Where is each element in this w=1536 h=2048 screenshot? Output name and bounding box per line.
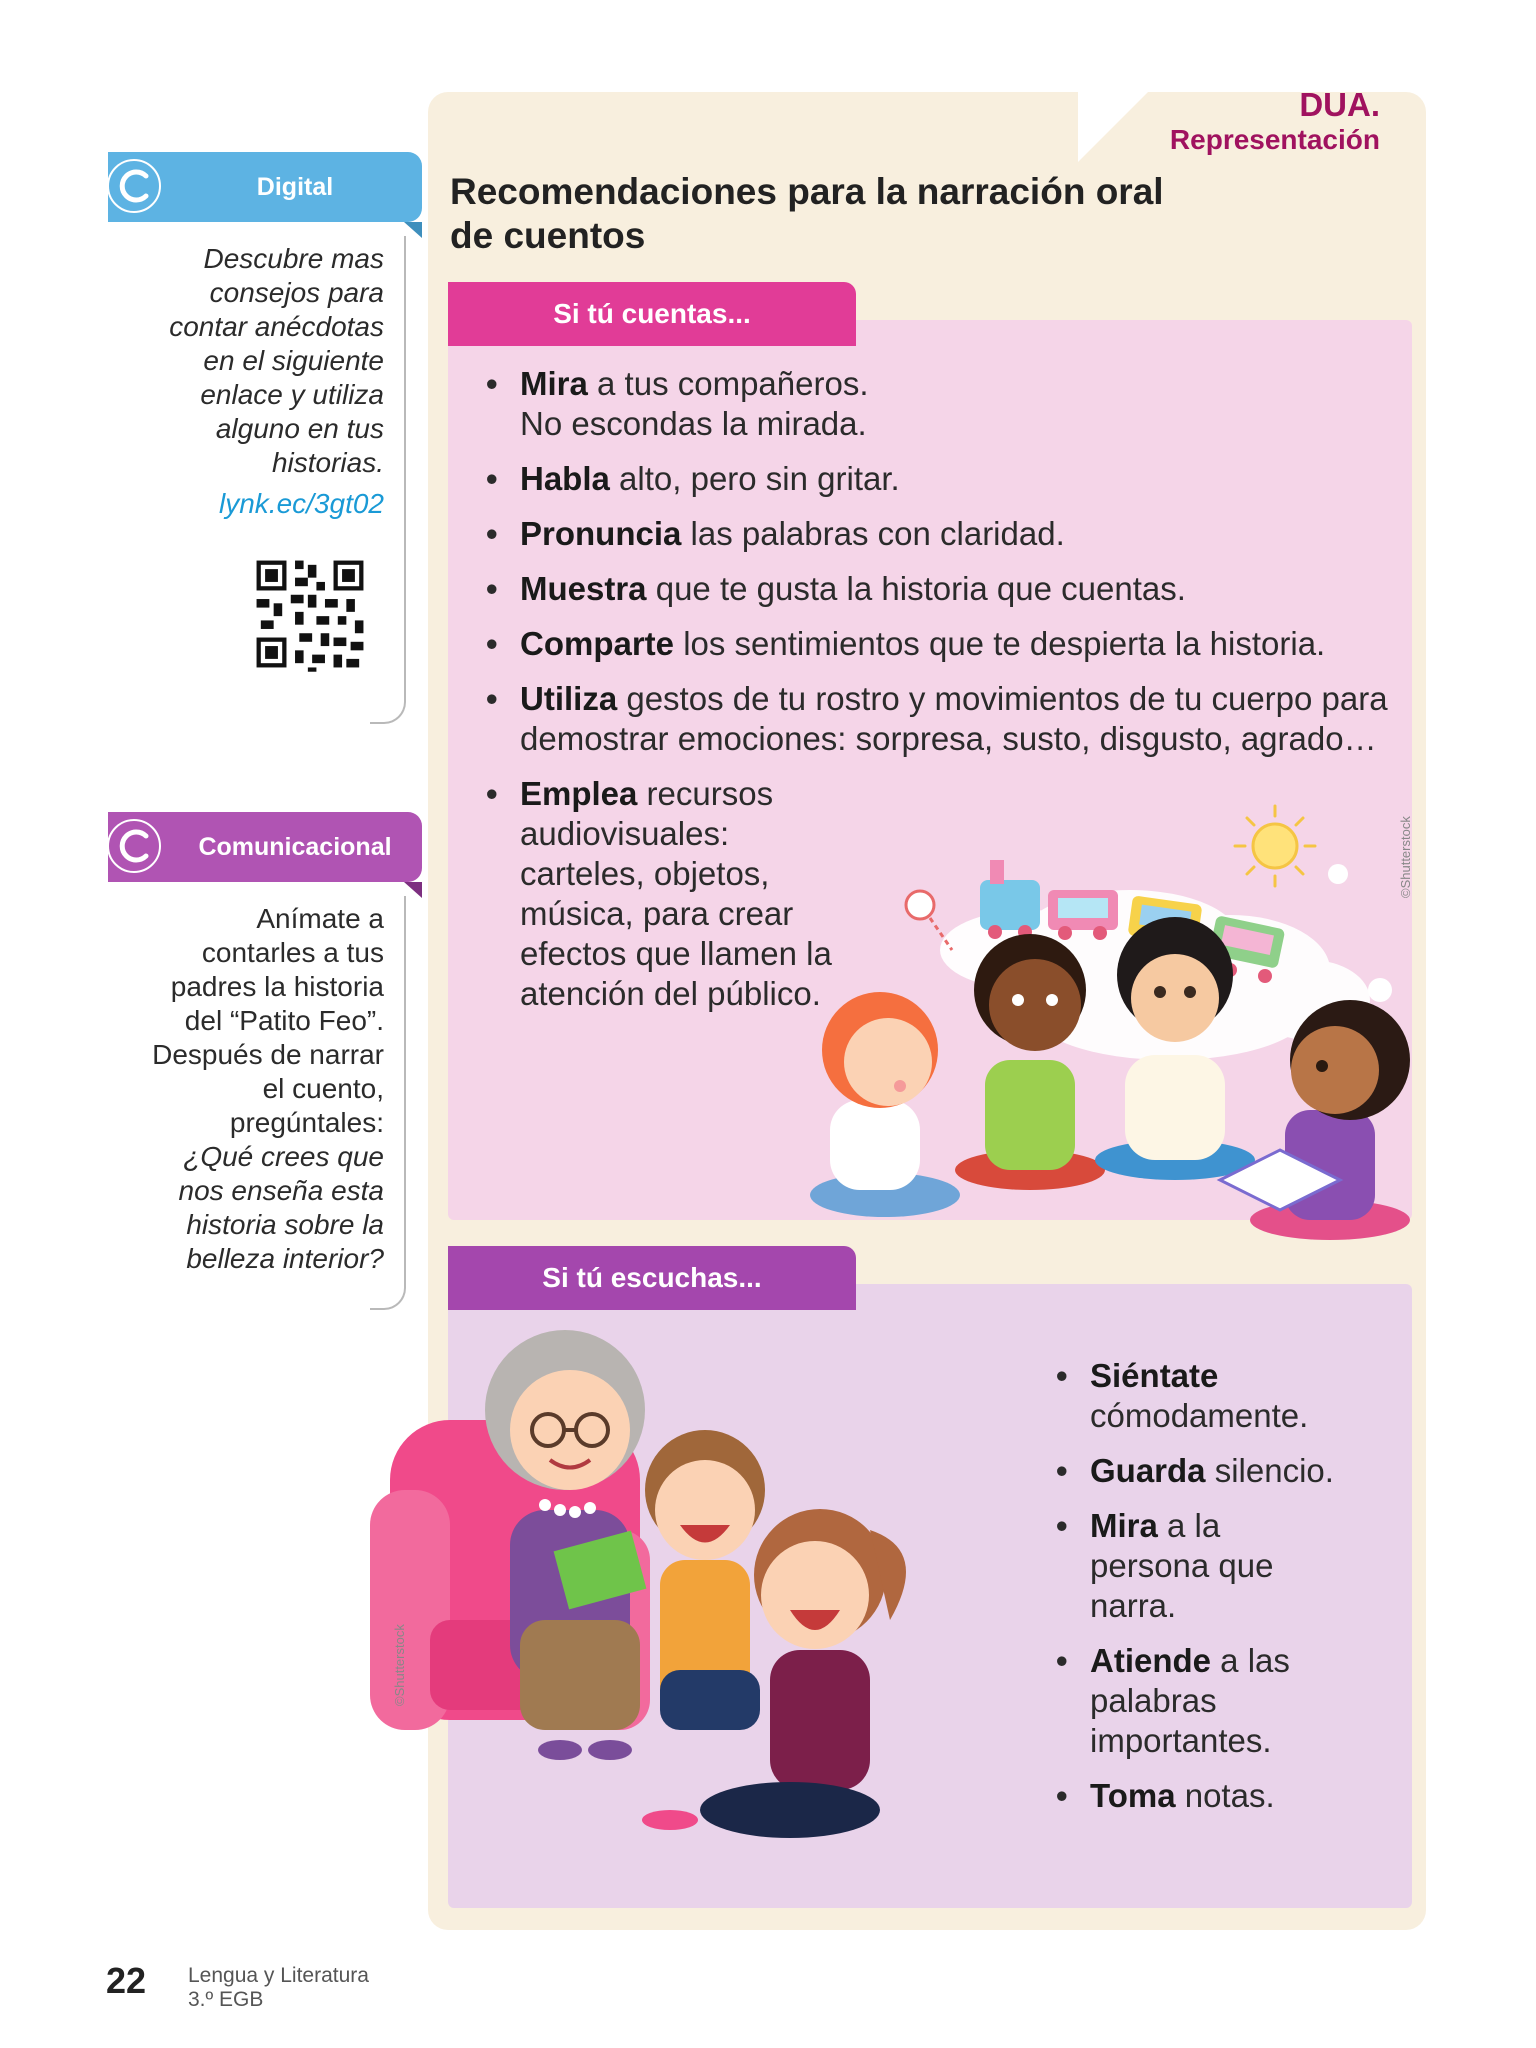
digital-link[interactable]: lynk.ec/3gt02 xyxy=(219,488,384,519)
list-item: • Emplea recursos audiovisuales: carteles, objetos, música, para crear efectos que llamen la atención del público. xyxy=(484,774,840,1014)
list-item: • Muestra que te gusta la historia que cuentas. xyxy=(484,569,1384,609)
boy-illustration xyxy=(955,934,1105,1190)
c-logo-icon xyxy=(106,818,162,874)
footer-subject: Lengua y Literatura xyxy=(188,1964,369,1987)
footer-grade: 3.º EGB xyxy=(188,1988,264,2011)
image-credit: ©Shutterstock xyxy=(1398,816,1413,898)
list-item: • Habla alto, pero sin gritar. xyxy=(484,459,1384,499)
list-item: • Comparte los sentimientos que te despierta la historia. xyxy=(484,624,1340,664)
dua-subtitle: Representación xyxy=(1169,124,1380,155)
slippers-icon xyxy=(642,1810,698,1830)
list-item: • Pronuncia las palabras con claridad. xyxy=(484,514,1384,554)
grandmother-reading-illustration xyxy=(370,1290,1030,1850)
cuentas-tab: Si tú cuentas... xyxy=(448,282,856,346)
list-item: • Toma notas. xyxy=(1054,1776,1394,1816)
boy-illustration xyxy=(645,1430,765,1730)
page-title: Recomendaciones para la narración oral de cuentos xyxy=(450,171,1164,256)
children-storytelling-illustration xyxy=(790,800,1430,1270)
qr-code-icon[interactable] xyxy=(248,552,372,676)
tab-fold xyxy=(404,882,422,898)
digital-label: Digital xyxy=(256,173,334,201)
list-item: • Siéntate cómodamente. xyxy=(1054,1356,1394,1436)
girl-illustration xyxy=(810,992,960,1217)
image-credit: ©Shutterstock xyxy=(392,1624,407,1706)
list-item: • Atiende a las palabras importantes. xyxy=(1054,1641,1340,1761)
sun-icon xyxy=(1235,806,1315,886)
list-item: • Guarda silencio. xyxy=(1054,1451,1394,1491)
comunicacional-label: Comunicacional xyxy=(198,833,392,861)
dua-title: DUA. xyxy=(1299,86,1380,123)
comunicacional-text: Anímate a contarles a tus padres la historia del “Patito Feo”. Después de narrar el cuento, pregúntales: ¿Qué crees que nos enseña esta historia sobre la belleza interior? xyxy=(152,903,384,1274)
list-item: • Mira a la persona que narra. xyxy=(1054,1506,1290,1626)
escuchas-list xyxy=(1054,1356,1394,1831)
digital-text: Descubre mas consejos para contar anécdotas en el siguiente enlace y utiliza alguno en tus historias. xyxy=(169,243,384,478)
c-logo-icon xyxy=(106,158,162,214)
escuchas-tab: Si tú escuchas... xyxy=(448,1246,856,1310)
list-item: • Mira a tus compañeros. No escondas la mirada. xyxy=(484,364,1384,444)
digital-tab xyxy=(108,152,422,222)
page-number: 22 xyxy=(106,1960,147,2001)
comunicacional-tab xyxy=(108,812,422,882)
list-item: • Utiliza gestos de tu rostro y movimientos de tu cuerpo para demostrar emociones: sorpresa, susto, disgusto, agrado… xyxy=(484,679,1400,759)
tab-fold xyxy=(404,222,422,238)
